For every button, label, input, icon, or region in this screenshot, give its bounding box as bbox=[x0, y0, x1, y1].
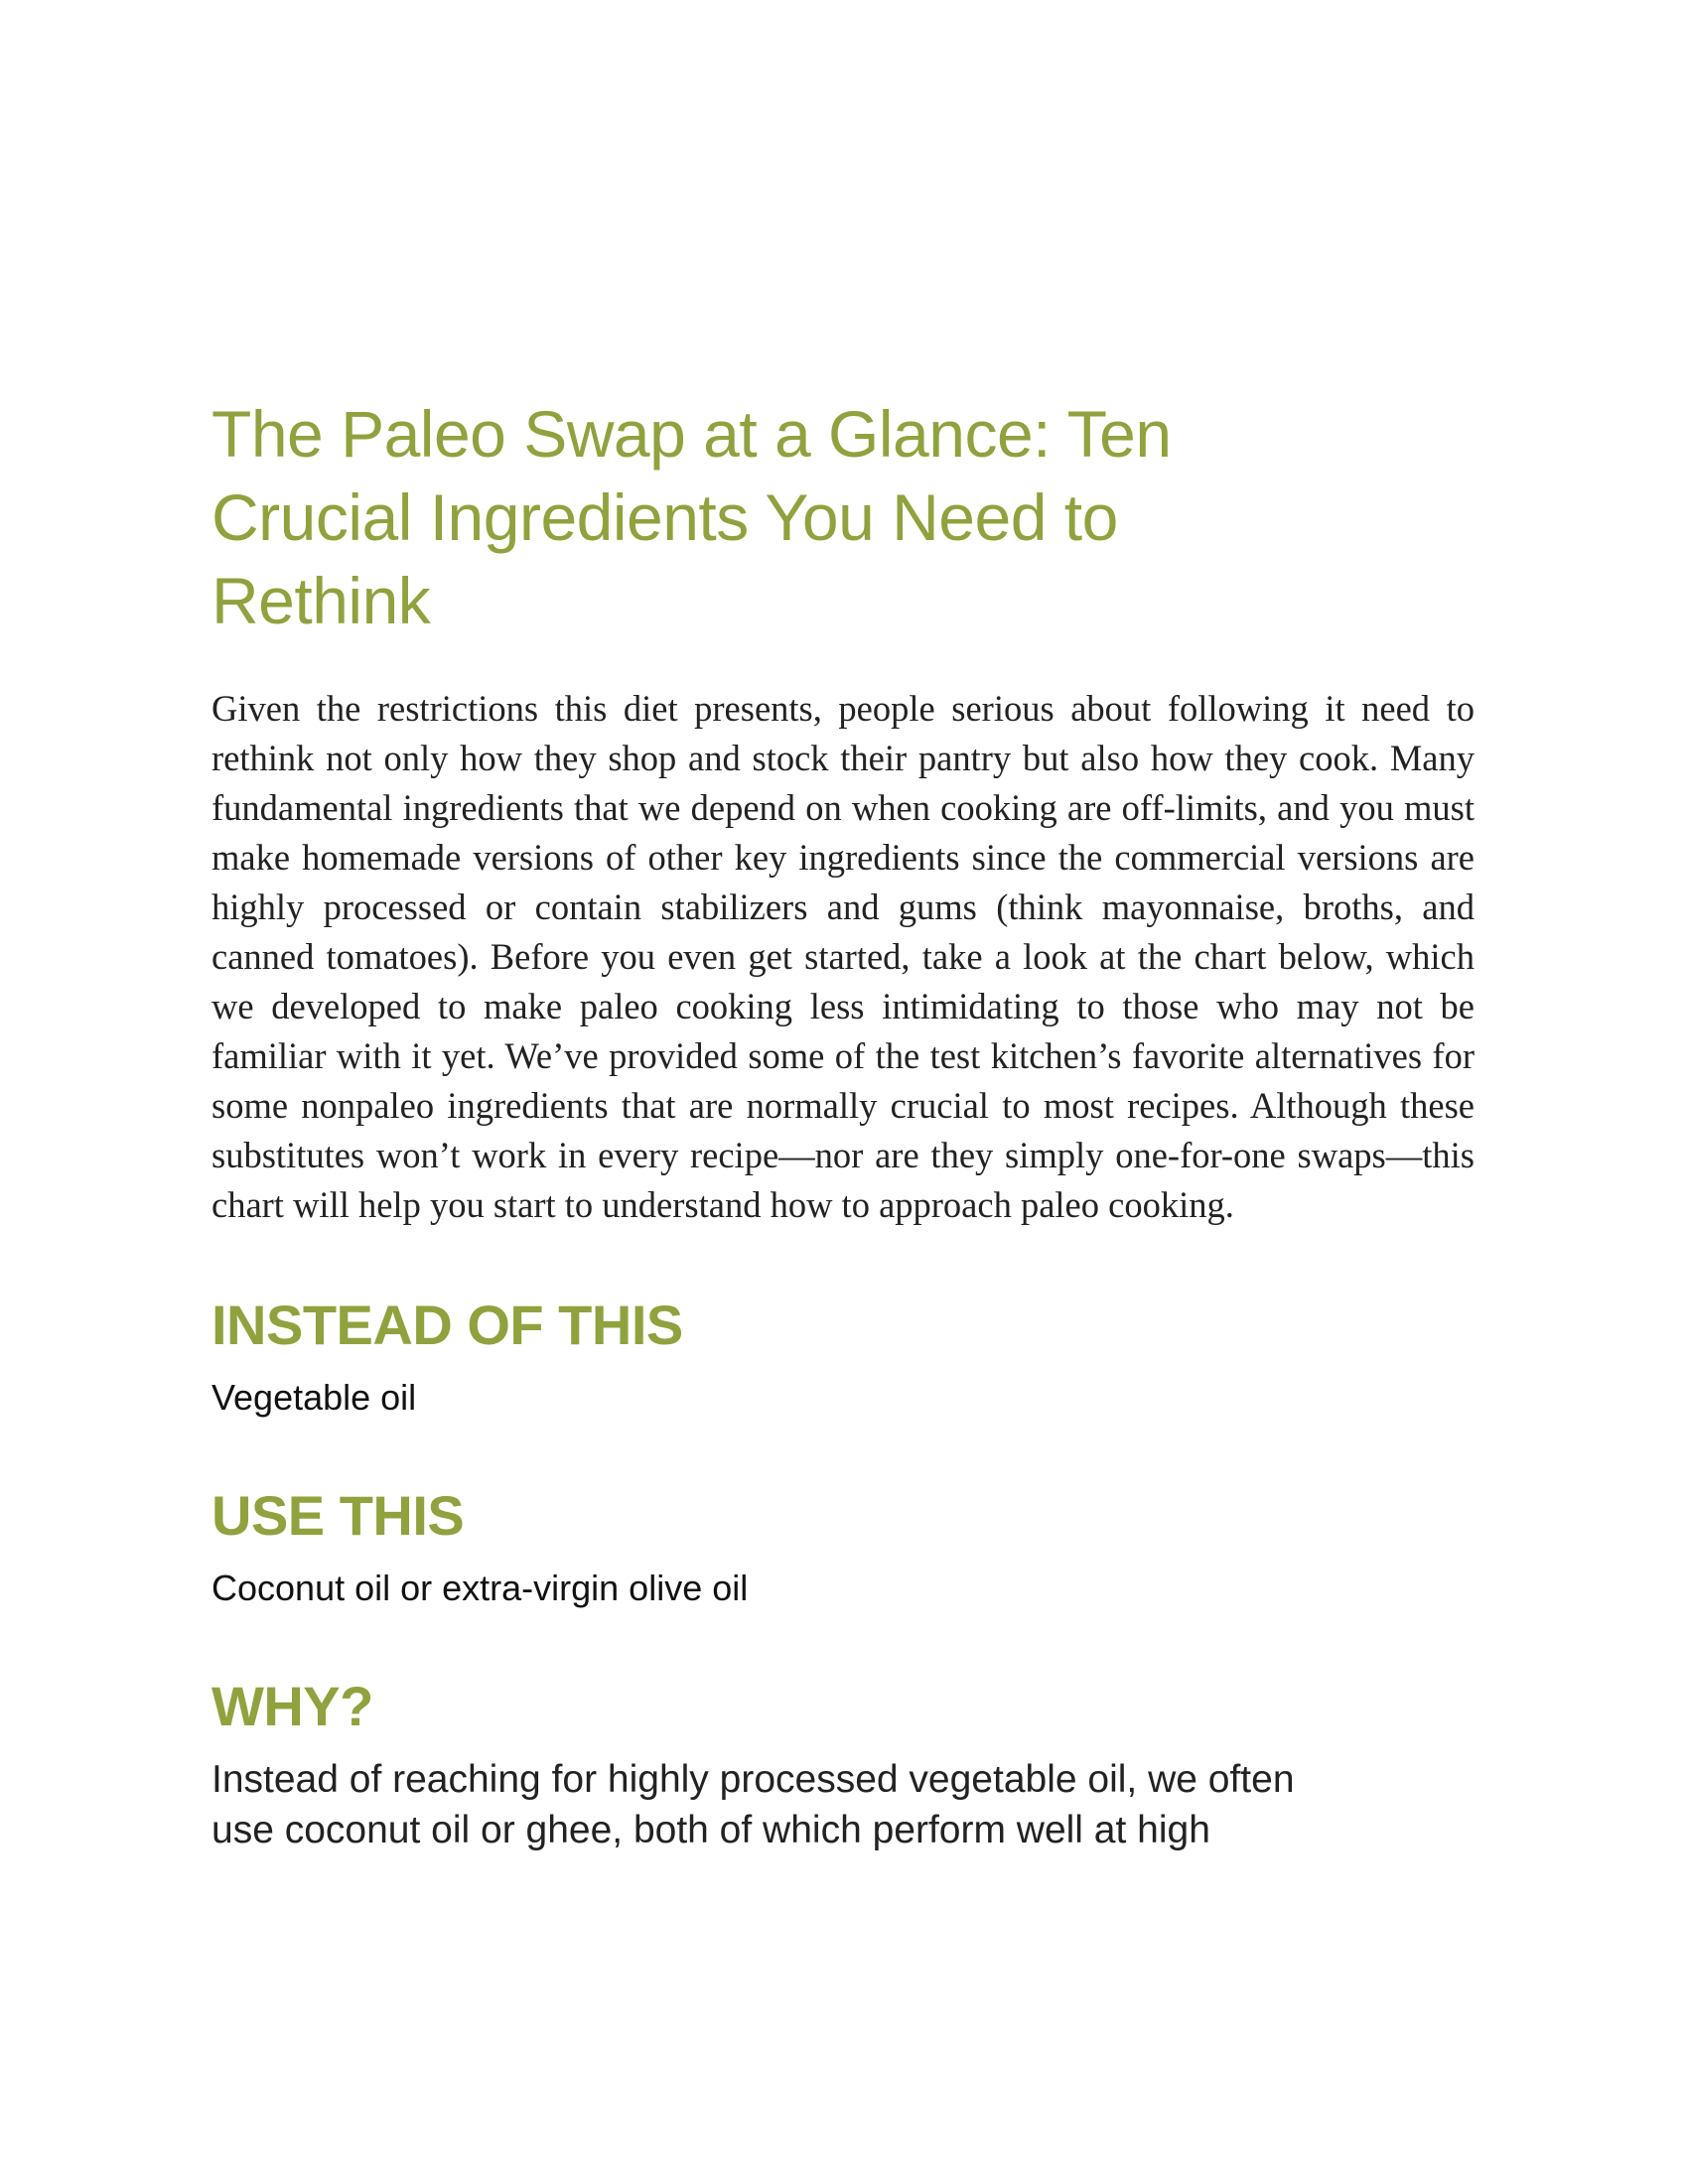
instead-of-this-value: Vegetable oil bbox=[211, 1377, 417, 1418]
use-this-value: Coconut oil or extra-virgin olive oil bbox=[211, 1568, 749, 1608]
why-line-1: Instead of reaching for highly processed vegetable oil, we often bbox=[211, 1758, 1295, 1801]
why-line-2: use coconut oil or ghee, both of which perform well at high bbox=[211, 1809, 1210, 1851]
intro-paragraph: Given the restrictions this diet presents, people serious about following it need to rethink not only how they shop and stock their pantry but also how they cook. Many fundamental ingredients that we depend on when cooking are off-limits, and you must make homemade versions of other key ingredients since the commercial versions are highly processed or contain stabilizers and gums (think mayonnaise, broths, and canned tomatoes). Before you even get started, take a look at the chart below, which we developed to make paleo cooking less intimidating to those who may not be familiar with it yet. We’ve provided some of the test kitchen’s favorite alternatives for some nonpaleo ingredients that are normally crucial to most recipes. Although these substitutes won’t work in every recipe—nor are they simply one-for-one swaps—this chart will help you start to understand how to approach paleo cooking. bbox=[211, 688, 1475, 1225]
page-title bbox=[211, 392, 1475, 642]
why-text bbox=[211, 1754, 1475, 1855]
title-line-3: Rethink bbox=[211, 564, 431, 637]
use-this-heading: USE THIS bbox=[211, 1484, 465, 1547]
title-line-1: The Paleo Swap at a Glance: Ten bbox=[211, 397, 1172, 471]
why-heading: WHY? bbox=[211, 1675, 373, 1737]
page-content bbox=[211, 392, 1475, 1855]
instead-of-this-heading: INSTEAD OF THIS bbox=[211, 1294, 683, 1356]
title-line-2: Crucial Ingredients You Need to bbox=[211, 480, 1118, 554]
